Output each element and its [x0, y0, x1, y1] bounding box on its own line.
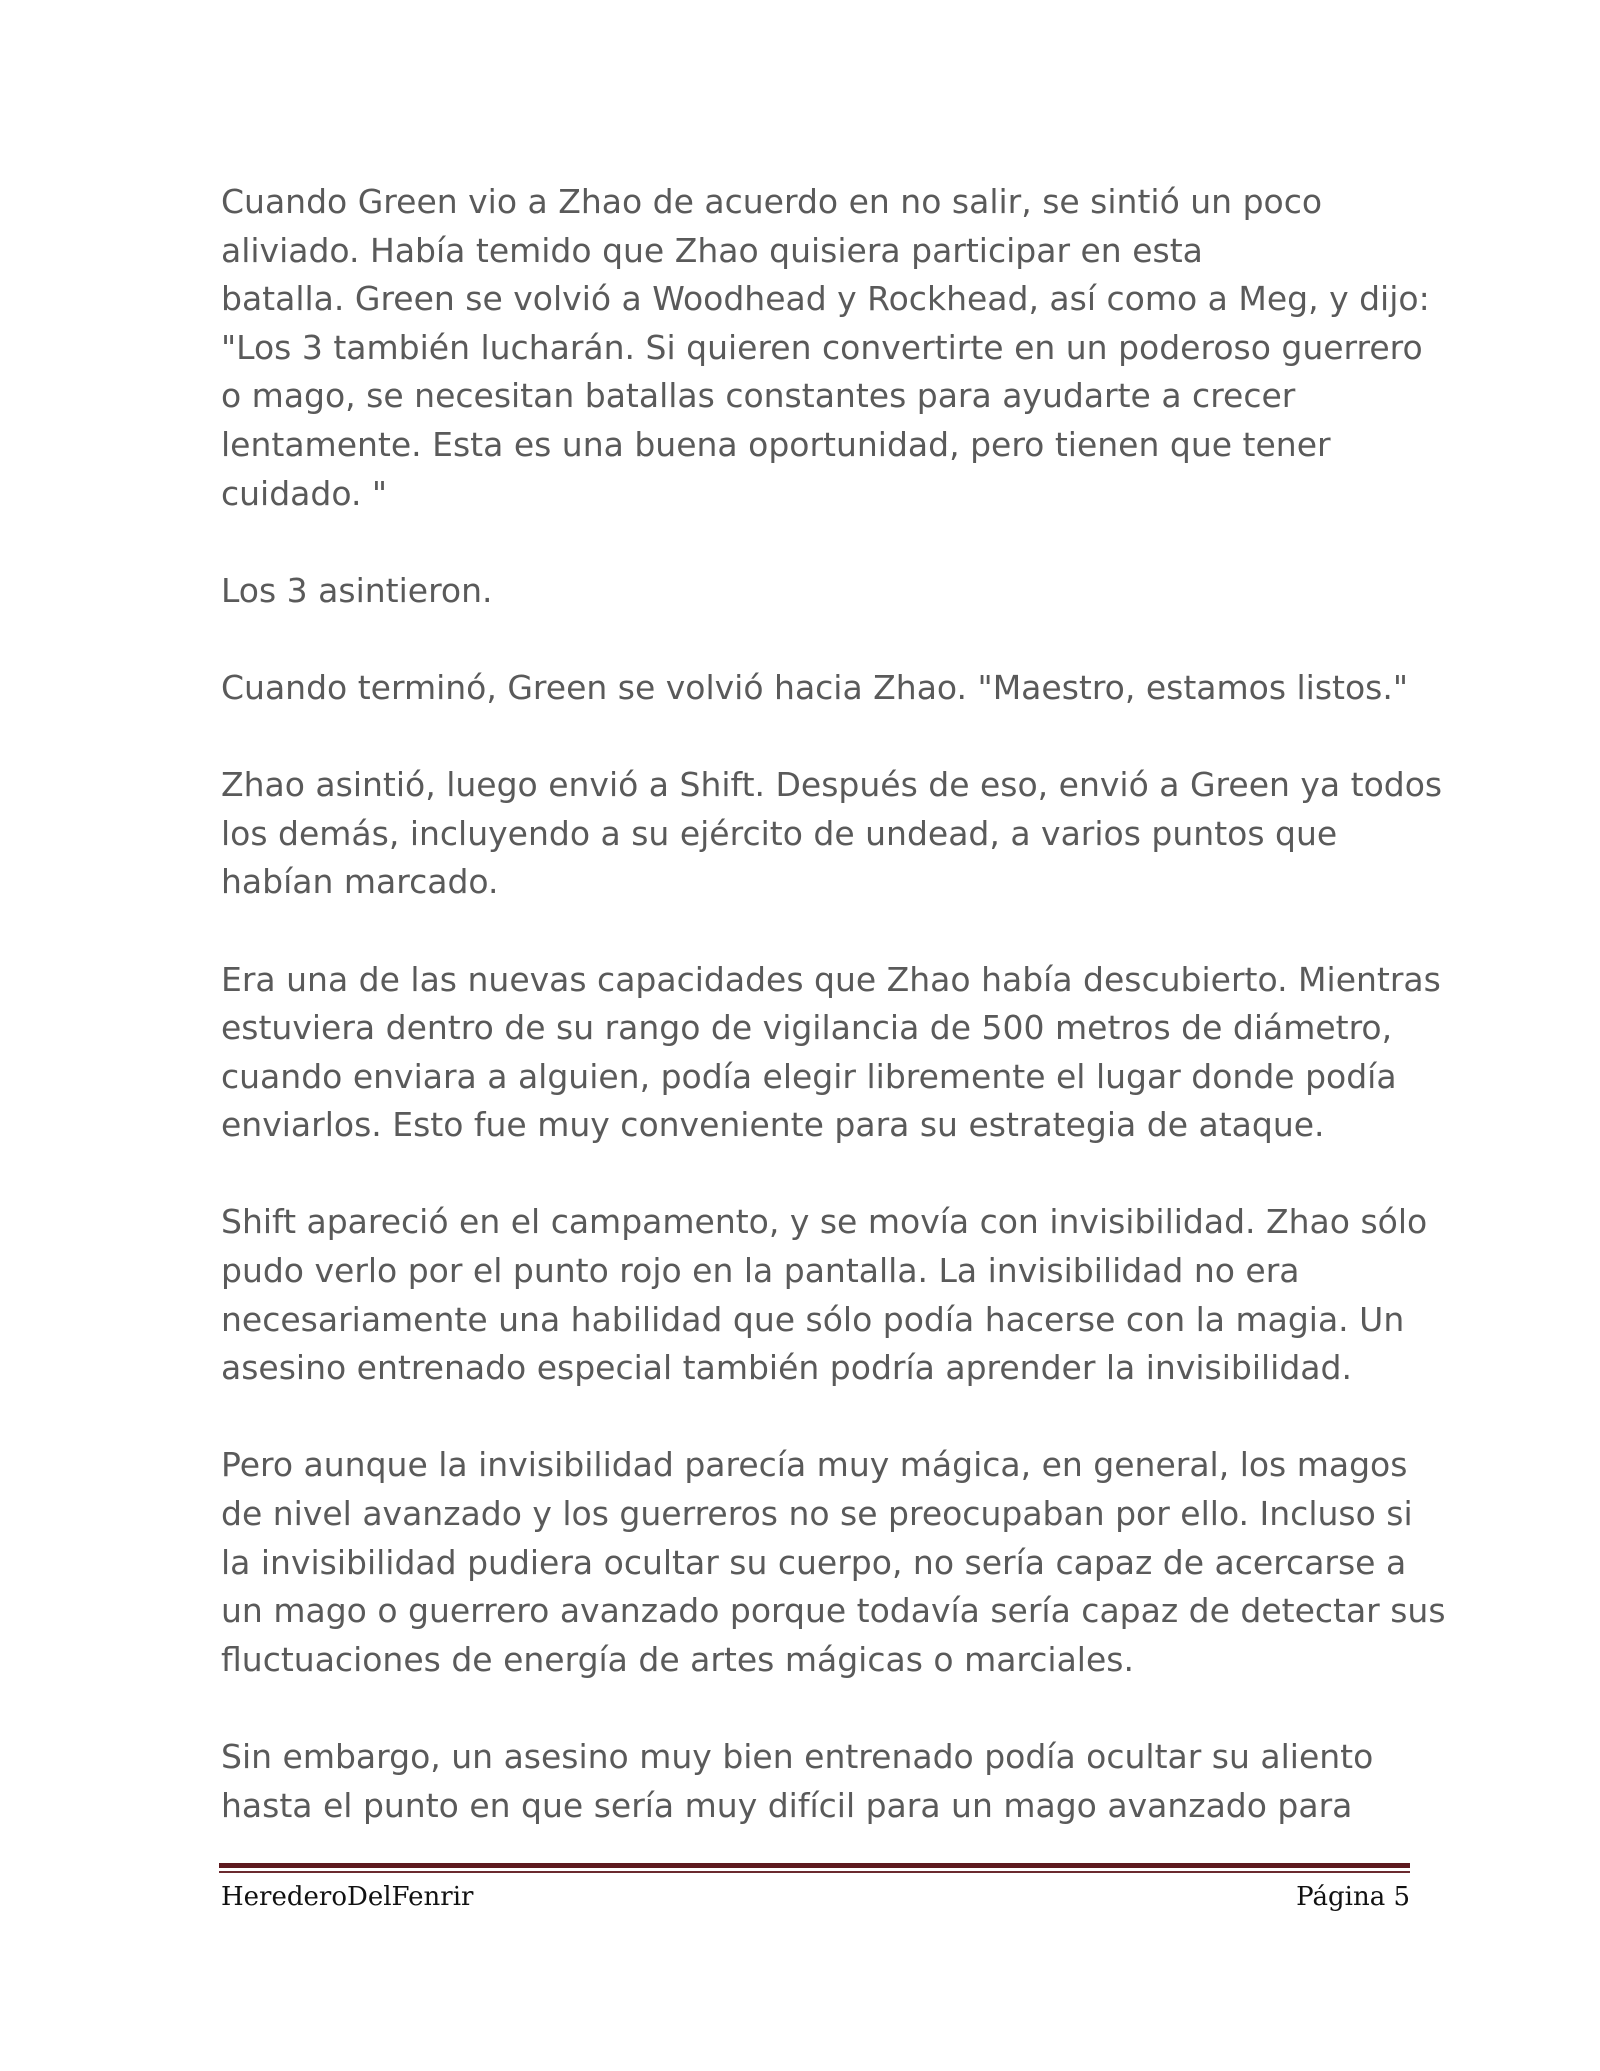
text-line: enviarlos. Esto fue muy conveniente para su estrategia de ataque.	[221, 1105, 1325, 1145]
page-number: Página 5	[1296, 1882, 1410, 1912]
paragraph	[221, 1198, 1428, 1392]
text-line: Cuando terminó, Green se volvió hacia Zhao. "Maestro, estamos listos."	[221, 667, 1409, 707]
text-line: los demás, incluyendo a su ejército de undead, a varios puntos que	[221, 813, 1338, 853]
text-line: cuando enviara a alguien, podía elegir libremente el lugar donde podía	[221, 1056, 1397, 1096]
text-line: asesino entrenado especial también podría aprender la invisibilidad.	[221, 1348, 1352, 1388]
paragraph	[221, 567, 1421, 616]
text-line: Pero aunque la invisibilidad parecía muy mágica, en general, los magos	[221, 1445, 1408, 1485]
text-line: necesariamente una habilidad que sólo podía hacerse con la magia. Un	[221, 1299, 1405, 1339]
paragraph	[221, 1733, 1421, 1830]
body-text	[221, 178, 1446, 1879]
text-line: batalla. Green se volvió a Woodhead y Rockhead, así como a Meg, y dijo:	[221, 279, 1430, 319]
paragraph	[221, 1441, 1446, 1684]
text-line: de nivel avanzado y los guerreros no se preocupaban por ello. Incluso si	[221, 1494, 1413, 1534]
text-line: o mago, se necesitan batallas constantes para ayudarte a crecer	[221, 376, 1296, 416]
text-line: Era una de las nuevas capacidades que Zhao había descubierto. Mientras	[221, 959, 1441, 999]
text-line: pudo verlo por el punto rojo en la pantalla. La invisibilidad no era	[221, 1251, 1300, 1291]
text-line: fluctuaciones de energía de artes mágicas o marciales.	[221, 1639, 1134, 1679]
paragraph	[221, 956, 1441, 1150]
text-line: Los 3 asintieron.	[221, 570, 493, 610]
footer-divider	[219, 1863, 1410, 1871]
text-line: aliviado. Había temido que Zhao quisiera participar en esta	[221, 230, 1203, 270]
text-line: un mago o guerrero avanzado porque todavía sería capaz de detectar sus	[221, 1591, 1446, 1631]
text-line: "Los 3 también lucharán. Si quieren convertirte en un poderoso guerrero	[221, 327, 1423, 367]
text-line: Shift apareció en el campamento, y se movía con invisibilidad. Zhao sólo	[221, 1202, 1428, 1242]
text-line: hasta el punto en que sería muy difícil para un mago avanzado para	[221, 1785, 1353, 1825]
paragraph	[221, 761, 1443, 907]
text-line: cuidado. "	[221, 473, 388, 513]
footer-author: HerederoDelFenrir	[221, 1882, 474, 1912]
paragraph	[221, 178, 1430, 518]
text-line: estuviera dentro de su rango de vigilancia de 500 metros de diámetro,	[221, 1008, 1393, 1048]
text-line: Sin embargo, un asesino muy bien entrenado podía ocultar su aliento	[221, 1737, 1374, 1776]
text-line: la invisibilidad pudiera ocultar su cuerpo, no sería capaz de acercarse a	[221, 1542, 1407, 1582]
text-line: habían marcado.	[221, 862, 499, 902]
text-line: Zhao asintió, luego envió a Shift. Después de eso, envió a Green ya todos	[221, 765, 1443, 805]
text-line: Cuando Green vio a Zhao de acuerdo en no salir, se sintió un poco	[221, 182, 1323, 221]
paragraph	[221, 664, 1421, 713]
text-line: lentamente. Esta es una buena oportunidad, pero tienen que tener	[221, 424, 1331, 464]
